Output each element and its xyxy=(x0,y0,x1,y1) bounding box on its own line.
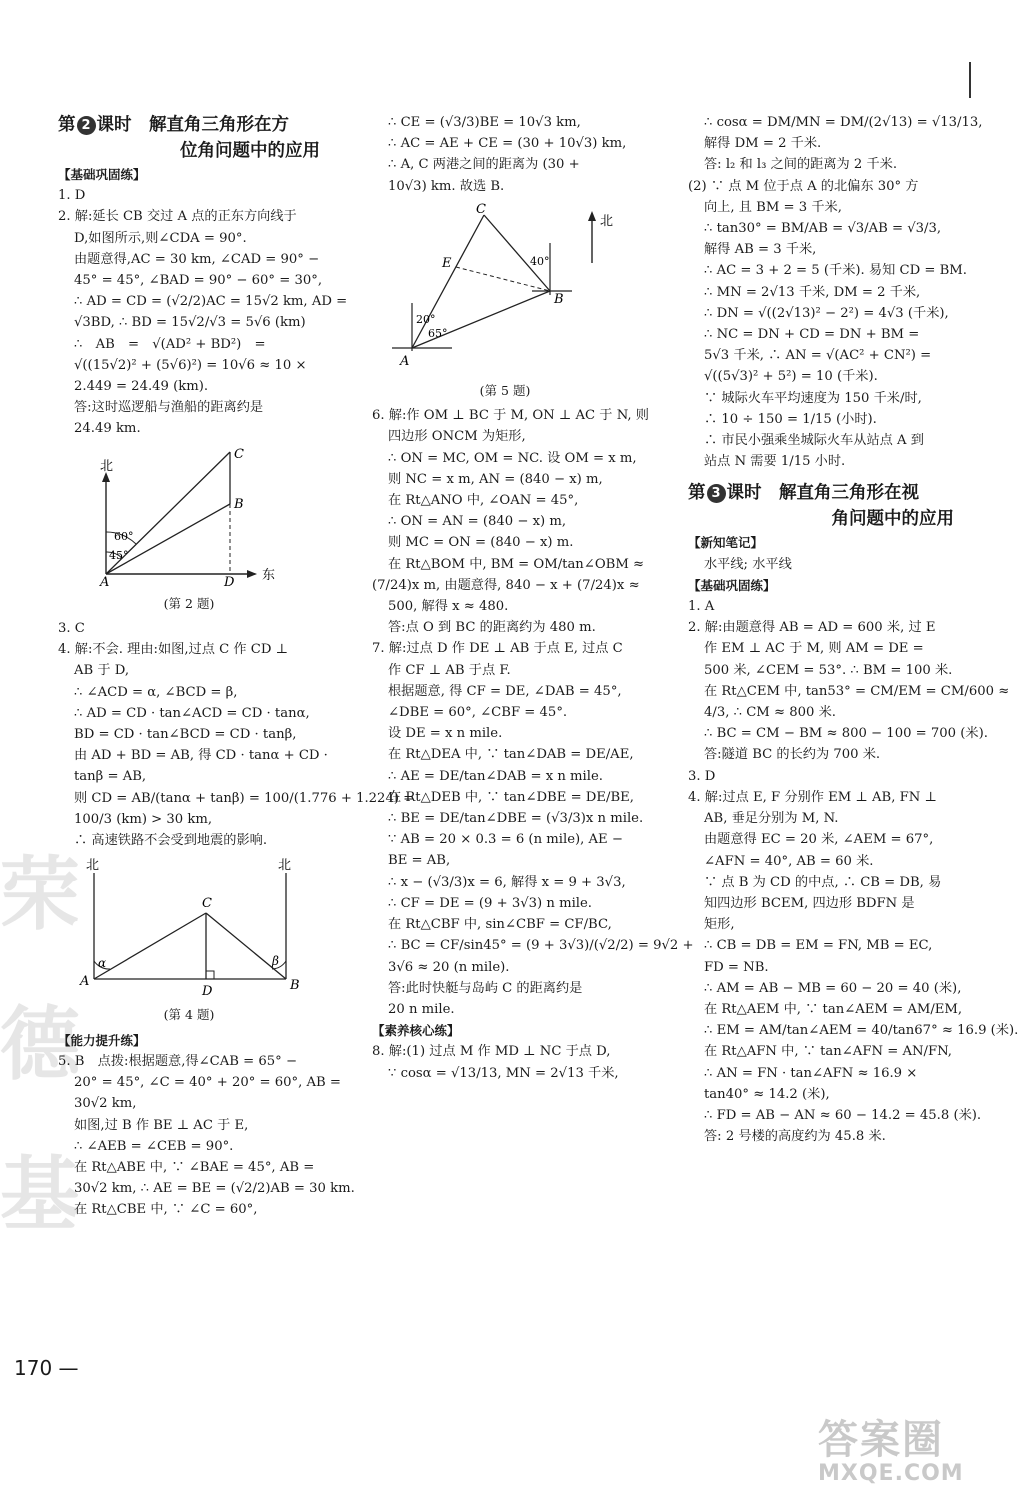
text-line: 解得 AB = 3 千米, xyxy=(704,242,817,258)
text-line: 30√2 km, xyxy=(74,1096,137,1112)
text-line: ∴ BE = DE/tan∠DBE = (√3/3)x n mile. xyxy=(388,811,644,827)
text-line: 答:这时巡逻船与渔船的距离约是 xyxy=(74,400,264,416)
text-line: ∴ 10 ÷ 150 = 1/15 (小时). xyxy=(704,411,877,427)
svg-text:C: C xyxy=(202,896,212,912)
text-line: 4. 解:不会. 理由:如图,过点 C 作 CD ⊥ xyxy=(58,642,289,658)
lesson-number-badge: 2 xyxy=(77,116,96,135)
text-line: 解得 DM = 2 千米. xyxy=(704,136,822,152)
text-line: 在 Rt△DEB 中, ∵ tan∠DBE = DE/BE, xyxy=(388,789,634,805)
figure-caption: (第 5 题) xyxy=(479,383,531,399)
text-line: 【素养核心练】 xyxy=(372,1023,460,1039)
svg-text:β: β xyxy=(272,954,279,969)
text-line: 【基础巩固练】 xyxy=(58,167,146,182)
svg-text:45°: 45° xyxy=(109,548,129,562)
text-line: 【新知笔记】 xyxy=(688,535,764,551)
text-line: ∴ CB = DB = EM = FN, MB = EC, xyxy=(704,938,933,954)
figure-caption: (第 4 题) xyxy=(163,1007,215,1023)
text-line: ∵ 城际火车平均速度为 150 千米/时, xyxy=(704,390,922,406)
svg-text:40°: 40° xyxy=(530,254,550,268)
answer-block xyxy=(58,618,415,851)
text-line: 则 MC = ON = (840 − x) m. xyxy=(388,535,574,551)
text-line: ∠AFN = 40°, AB = 60 米. xyxy=(704,853,874,869)
text-line: 【能力提升练】 xyxy=(58,1032,146,1048)
text-line: ∴ DN = √((2√13)² − 2²) = 4√3 (千米), xyxy=(704,305,949,321)
text-line: ∠DBE = 60°, ∠CBF = 45°. xyxy=(388,705,568,721)
svg-text:北: 北 xyxy=(600,213,614,229)
svg-text:北: 北 xyxy=(86,858,100,874)
page-number: 170 — xyxy=(14,1356,79,1380)
left-margin-watermark: 荣 德 基 xyxy=(0,848,80,1241)
text-line: ∴ AE = DE/tan∠DAB = x n mile. xyxy=(388,768,603,784)
text-line: (2) ∵ 点 M 位于点 A 的北偏东 30° 方 xyxy=(688,178,919,194)
watermark-logo: 答案圈 MXQE.COM xyxy=(818,1417,964,1486)
text-line: ∴ tan30° = BM/AB = √3/AB = √3/3, xyxy=(704,221,942,237)
text-line: ∴ AD = CD = (√2/2)AC = 15√2 km, AD = xyxy=(74,294,348,310)
text-line: 站点 N 需要 1/15 小时. xyxy=(704,454,846,470)
text-line: BE = AB, xyxy=(388,853,451,869)
text-line: tanβ = AB, xyxy=(74,769,147,785)
answer-block xyxy=(688,532,1018,1147)
svg-text:C: C xyxy=(234,446,244,462)
text-line: √((5√3)² + 5²) = 10 (千米). xyxy=(704,369,878,385)
column-left xyxy=(58,112,415,1221)
text-line: 答:此时快艇与岛屿 C 的距离约是 xyxy=(388,980,583,996)
svg-text:D: D xyxy=(202,984,213,1000)
text-line: 45° = 45°, ∠BAD = 90° − 60° = 30°, xyxy=(74,273,323,289)
top-rule xyxy=(969,62,971,98)
text-line: ∴ AC = 3 + 2 = 5 (千米). 易知 CD = BM. xyxy=(704,263,967,279)
text-line: 在 Rt△CBE 中, ∵ ∠C = 60°, xyxy=(74,1202,258,1218)
text-line: 4. 解:过点 E, F 分别作 EM ⊥ AB, FN ⊥ xyxy=(688,789,937,805)
text-line: 由题意得 EC = 20 米, ∠AEM = 67°, xyxy=(704,832,934,848)
text-line: 6. 解:作 OM ⊥ BC 于 M, ON ⊥ AC 于 N, 则 xyxy=(372,408,649,424)
text-line: 2. 解:由题意得 AB = AD = 600 米, 过 E xyxy=(688,620,936,636)
text-line: D,如图所示,则∠CDA = 90°. xyxy=(74,230,247,246)
text-line: ∴ NC = DN + CD = DN + BM = xyxy=(704,327,920,343)
text-line: 则 NC = x m, AN = (840 − x) m, xyxy=(388,471,603,487)
text-line: 在 Rt△BOM 中, BM = OM/tan∠OBM ≈ xyxy=(388,556,645,572)
text-line: ∴ FD = AB − AN ≈ 60 − 14.2 = 45.8 (米). xyxy=(704,1107,982,1123)
text-line: ∴ CE = (√3/3)BE = 10√3 km, xyxy=(388,115,581,130)
text-line: √3BD, ∴ BD = 15√2/√3 = 5√6 (km) xyxy=(74,315,306,331)
text-line: ∴ cosα = DM/MN = DM/(2√13) = √13/13, xyxy=(704,115,983,130)
text-line: 100/3 (km) > 30 km, xyxy=(74,811,213,827)
text-line: √((15√2)² + (5√6)²) = 10√6 ≈ 10 × xyxy=(74,357,307,373)
text-line: 在 Rt△CBF 中, sin∠CBF = CF/BC, xyxy=(388,917,612,933)
text-line: 24.49 km. xyxy=(74,421,141,437)
svg-text:α: α xyxy=(98,956,107,971)
text-line: 30√2 km, ∴ AE = BE = (√2/2)AB = 30 km. xyxy=(74,1181,355,1197)
text-line: 作 EM ⊥ AC 于 M, 则 AM = DE = xyxy=(704,641,924,657)
text-line: BD = CD · tan∠BCD = CD · tanβ, xyxy=(74,727,297,743)
text-line: 水平线; 水平线 xyxy=(704,556,792,572)
text-line: ∴ 市民小强乘坐城际火车从站点 A 到 xyxy=(704,433,924,449)
lesson-subtitle: 位角问题中的应用 xyxy=(180,141,320,161)
text-line: ∵ 点 B 为 CD 的中点, ∴ CB = DB, 易 xyxy=(704,874,942,890)
text-line: 4/3, ∴ CM ≈ 800 米. xyxy=(704,705,836,721)
text-line: 矩形, xyxy=(704,917,735,933)
svg-text:65°: 65° xyxy=(428,326,448,340)
svg-text:60°: 60° xyxy=(114,529,134,543)
svg-text:D: D xyxy=(224,574,235,590)
text-line: ∴ AN = FN · tan∠AFN ≈ 16.9 × xyxy=(704,1065,918,1081)
text-line: 1. A xyxy=(688,599,715,615)
figure-q4 xyxy=(58,857,320,1025)
text-line: 500, 解得 x ≈ 480. xyxy=(388,599,509,615)
text-line: FD = NB. xyxy=(704,959,769,975)
svg-text:A: A xyxy=(100,574,110,590)
text-line: 10√3) km. 故选 B. xyxy=(388,178,505,194)
text-line: 2. 解:延长 CB 交过 A 点的正东方向线于 xyxy=(58,209,297,225)
text-line: AB 于 D, xyxy=(74,663,130,679)
text-line: 设 DE = x n mile. xyxy=(388,726,503,742)
text-line: ∴ BC = CM − BM ≈ 800 − 100 = 700 (米). xyxy=(704,726,988,742)
answer-block xyxy=(688,112,983,472)
text-line: 7. 解:过点 D 作 DE ⊥ AB 于点 E, 过点 C xyxy=(372,641,623,657)
column-middle xyxy=(372,112,694,1084)
svg-text:A: A xyxy=(80,974,90,990)
text-line: 四边形 ONCM 为矩形, xyxy=(388,429,526,445)
text-line: 向上, 且 BM = 3 千米, xyxy=(704,199,842,215)
column-right xyxy=(688,112,1018,1147)
text-line: 3. D xyxy=(688,768,716,784)
svg-text:C: C xyxy=(476,201,486,217)
text-line: 由题意得,AC = 30 km, ∠CAD = 90° − xyxy=(74,251,320,267)
svg-text:20°: 20° xyxy=(416,312,436,326)
svg-text:B: B xyxy=(554,291,564,307)
north-label: 北 xyxy=(100,458,114,474)
svg-text:B: B xyxy=(290,978,300,994)
text-line: 在 Rt△AEM 中, ∵ tan∠AEM = AM/EM, xyxy=(704,1001,963,1017)
svg-text:B: B xyxy=(234,496,244,512)
text-line: 答:隧道 BC 的长约为 700 米. xyxy=(704,747,881,763)
text-line: ∴ CF = DE = (9 + 3√3) n mile. xyxy=(388,895,593,911)
text-line: 答: l₂ 和 l₃ 之间的距离为 2 千米. xyxy=(704,157,898,173)
text-line: ∴ ON = AN = (840 − x) m, xyxy=(388,514,567,530)
text-line: 2.449 = 24.49 (km). xyxy=(74,379,209,395)
text-line: ∴ MN = 2√13 千米, DM = 2 千米, xyxy=(704,284,921,300)
text-line: ∴ BC = CF/sin45° = (9 + 3√3)/(√2/2) = 9√2 + xyxy=(388,938,694,954)
text-line: ∴ AD = CD · tan∠ACD = CD · tanα, xyxy=(74,705,310,721)
text-line: ∴ ON = MC, OM = NC. 设 OM = x m, xyxy=(388,450,637,466)
text-line: 在 Rt△CEM 中, tan53° = CM/EM = CM/600 ≈ xyxy=(704,683,1010,699)
text-line: (7/24)x m, 由题意得, 840 − x + (7/24)x ≈ xyxy=(372,577,640,593)
text-line: 【基础巩固练】 xyxy=(688,577,776,593)
text-line: 在 Rt△DEA 中, ∵ tan∠DAB = DE/AE, xyxy=(388,747,634,763)
lesson-subtitle: 角问题中的应用 xyxy=(831,509,954,530)
text-line: 5√3 千米, ∴ AN = √(AC² + CN²) = xyxy=(704,348,932,364)
text-line: 5. B 点拨:根据题意,得∠CAB = 65° − xyxy=(58,1053,298,1069)
text-line: 则 CD = AB/(tanα + tanβ) = 100/(1.776 + 1.224) = xyxy=(74,790,415,806)
text-line: 500 米, ∠CEM = 53°. ∴ BM = 100 米. xyxy=(704,662,953,678)
text-line: ∴ ∠ACD = α, ∠BCD = β, xyxy=(74,684,238,700)
answer-block xyxy=(372,112,638,197)
text-line: ∵ AB = 20 × 0.3 = 6 (n mile), AE − xyxy=(388,832,623,848)
text-line: 20° = 45°, ∠C = 40° + 20° = 60°, AB = xyxy=(74,1075,341,1091)
text-line: 答: 2 号楼的高度约为 45.8 米. xyxy=(704,1129,886,1145)
text-line: ∴ 高速铁路不会受到地震的影响. xyxy=(74,833,268,849)
svg-text:E: E xyxy=(442,255,452,271)
text-line: 20 n mile. xyxy=(388,1001,455,1017)
lesson-number-badge: 3 xyxy=(707,484,726,503)
text-line: ∴ AM = AB − MB = 60 − 20 = 40 (米), xyxy=(704,980,962,996)
text-line: 知四边形 BCEM, 四边形 BDFN 是 xyxy=(704,895,915,911)
east-label: 东 xyxy=(262,567,276,583)
text-line: 在 Rt△ANO 中, ∠OAN = 45°, xyxy=(388,493,579,509)
text-line: 根据题意, 得 CF = DE, ∠DAB = 45°, xyxy=(388,683,622,699)
text-line: 在 Rt△AFN 中, ∵ tan∠AFN = AN/FN, xyxy=(704,1044,952,1060)
svg-text:A: A xyxy=(400,353,410,369)
text-line: 如图,过 B 作 BE ⊥ AC 于 E, xyxy=(74,1117,249,1133)
text-line: 答:点 O 到 BC 的距离约为 480 m. xyxy=(388,620,596,636)
text-line: ∴ A, C 两港之间的距离为 (30 + xyxy=(388,157,580,173)
text-line: ∴ x − (√3/3)x = 6, 解得 x = 9 + 3√3, xyxy=(388,874,626,890)
text-line: AB, 垂足分别为 M, N. xyxy=(704,811,839,827)
text-line: 在 Rt△ABE 中, ∵ ∠BAE = 45°, AB = xyxy=(74,1159,315,1175)
answer-block xyxy=(58,164,348,440)
text-line: tan40° ≈ 14.2 (米), xyxy=(704,1086,830,1102)
text-line: ∴ ∠AEB = ∠CEB = 90°. xyxy=(74,1138,234,1154)
figure-caption: (第 2 题) xyxy=(163,595,215,611)
text-line: ∵ cosα = √13/13, MN = 2√13 千米, xyxy=(388,1065,619,1081)
text-line: 作 CF ⊥ AB 于点 F. xyxy=(388,662,511,678)
diagram-q4 xyxy=(58,857,320,1000)
text-line: ∴ AB = √(AD² + BD²) = xyxy=(74,336,266,352)
text-line: ∴ EM = AM/tan∠AEM = 40/tan67° ≈ 16.9 (米). xyxy=(704,1023,1018,1039)
text-line: ∴ AC = AE + CE = (30 + 10√3) km, xyxy=(388,136,627,152)
answer-block xyxy=(58,1030,355,1221)
figure-q5 xyxy=(372,203,638,401)
svg-text:北: 北 xyxy=(278,858,292,874)
text-line: 3√6 ≈ 20 (n mile). xyxy=(388,959,510,975)
answer-block xyxy=(372,405,694,1084)
text-line: 8. 解:(1) 过点 M 作 MD ⊥ NC 于点 D, xyxy=(372,1044,611,1060)
lesson-title: 第 3 课时 解直角三角形在视 xyxy=(688,483,919,504)
lesson-title: 第 2 课时 解直角三角形在方 xyxy=(58,115,289,135)
figure-q2 xyxy=(58,446,320,614)
text-line: 由 AD + BD = AB, 得 CD · tanα + CD · xyxy=(74,748,328,764)
text-line: 3. C xyxy=(58,621,85,637)
diagram-q2 xyxy=(58,446,320,590)
diagram-q5 xyxy=(372,203,638,373)
text-line: 1. D xyxy=(58,188,86,204)
